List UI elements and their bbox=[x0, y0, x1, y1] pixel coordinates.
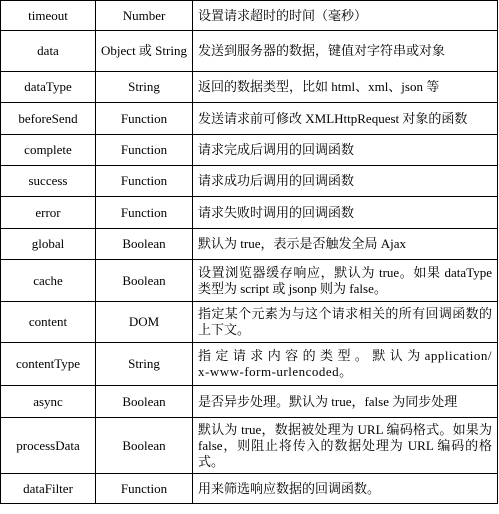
param-type-cell: String bbox=[96, 72, 193, 103]
param-desc-cell: 发送请求前可修改 XMLHttpRequest 对象的函数 bbox=[193, 103, 498, 135]
param-name-cell: timeout bbox=[1, 1, 96, 31]
table-row bbox=[1, 474, 498, 504]
param-name-cell: dataType bbox=[1, 72, 96, 103]
param-type-cell: Object 或 String bbox=[96, 31, 193, 72]
param-desc-cell: 请求完成后调用的回调函数 bbox=[193, 135, 498, 166]
param-type-cell: Boolean bbox=[96, 229, 193, 260]
param-desc-cell: 默认为 true，表示是否触发全局 Ajax bbox=[193, 229, 498, 260]
param-type-cell: Function bbox=[96, 197, 193, 229]
table-row bbox=[1, 302, 498, 343]
param-name-cell: data bbox=[1, 31, 96, 72]
param-desc-cell: 用来筛选响应数据的回调函数。 bbox=[193, 474, 498, 504]
param-name-cell: global bbox=[1, 229, 96, 260]
table-row bbox=[1, 229, 498, 260]
param-desc-cell: 请求失败时调用的回调函数 bbox=[193, 197, 498, 229]
param-type-cell: Function bbox=[96, 103, 193, 135]
table-row bbox=[1, 1, 498, 31]
table-row bbox=[1, 197, 498, 229]
param-desc-cell: 发送到服务器的数据，键值对字符串或对象 bbox=[193, 31, 498, 72]
table-row bbox=[1, 343, 498, 386]
param-type-cell: Boolean bbox=[96, 260, 193, 302]
table-row bbox=[1, 260, 498, 302]
param-type-cell: Function bbox=[96, 474, 193, 504]
table-row bbox=[1, 386, 498, 418]
param-name-cell: cache bbox=[1, 260, 96, 302]
param-type-cell: Function bbox=[96, 135, 193, 166]
param-type-cell: Boolean bbox=[96, 386, 193, 418]
param-type-cell: Number bbox=[96, 1, 193, 31]
table-row bbox=[1, 103, 498, 135]
param-name-cell: success bbox=[1, 166, 96, 197]
param-desc-cell: 返回的数据类型，比如 html、xml、json 等 bbox=[193, 72, 498, 103]
param-name-cell: error bbox=[1, 197, 96, 229]
table-row bbox=[1, 418, 498, 474]
table-row bbox=[1, 135, 498, 166]
param-desc-cell: 默认为 true，数据被处理为 URL 编码格式。如果为 false，则阻止将传入的数据处理为 URL 编码的格式。 bbox=[193, 418, 498, 474]
param-name-cell: contentType bbox=[1, 343, 96, 386]
param-desc-cell: 请求成功后调用的回调函数 bbox=[193, 166, 498, 197]
param-name-cell: beforeSend bbox=[1, 103, 96, 135]
param-name-cell: dataFilter bbox=[1, 474, 96, 504]
param-type-cell: DOM bbox=[96, 302, 193, 343]
param-desc-cell: 设置请求超时的时间（毫秒） bbox=[193, 1, 498, 31]
table-row bbox=[1, 31, 498, 72]
param-desc-cell: 指定某个元素为与这个请求相关的所有回调函数的上下文。 bbox=[193, 302, 498, 343]
param-name-cell: content bbox=[1, 302, 96, 343]
param-type-cell: Function bbox=[96, 166, 193, 197]
param-type-cell: String bbox=[96, 343, 193, 386]
param-type-cell: Boolean bbox=[96, 418, 193, 474]
param-name-cell: processData bbox=[1, 418, 96, 474]
param-desc-cell: 指 定 请 求 内 容 的 类 型 。 默 认 为 application/x-www-form-urlencoded。 bbox=[193, 343, 498, 386]
param-name-cell: complete bbox=[1, 135, 96, 166]
table-row bbox=[1, 72, 498, 103]
param-name-cell: async bbox=[1, 386, 96, 418]
table-row bbox=[1, 166, 498, 197]
param-desc-cell: 是否异步处理。默认为 true，false 为同步处理 bbox=[193, 386, 498, 418]
param-desc-cell: 设置浏览器缓存响应，默认为 true。如果 dataType 类型为 script 或 jsonp 则为 false。 bbox=[193, 260, 498, 302]
